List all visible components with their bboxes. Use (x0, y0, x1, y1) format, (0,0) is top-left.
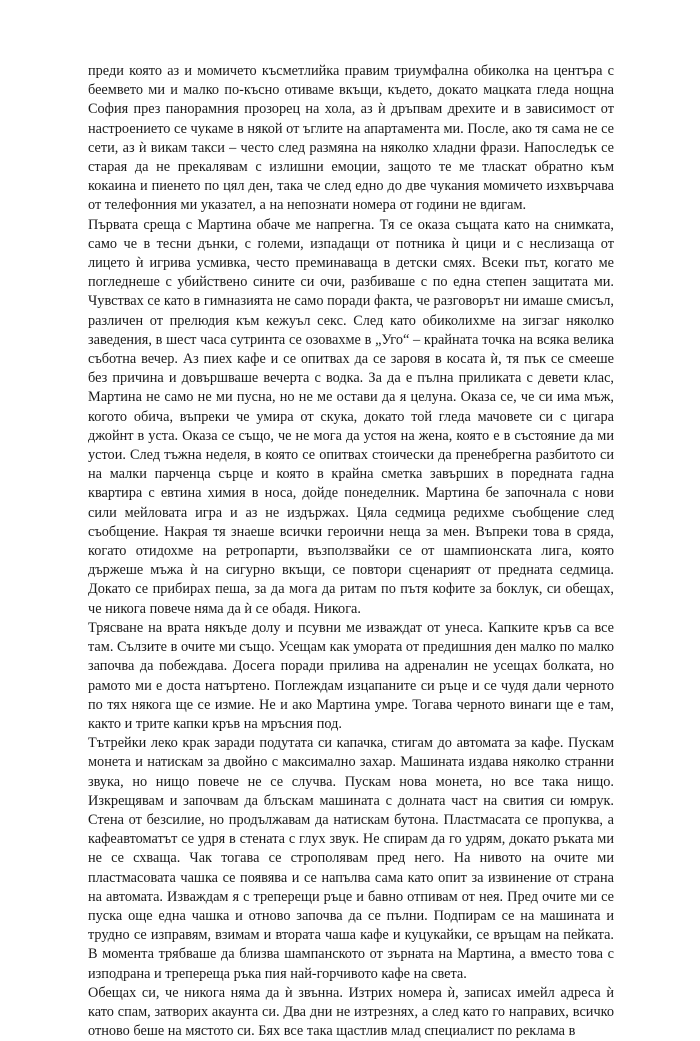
paragraph-4: Тътрейки леко крак заради подутата си капачка, стигам до автомата за кафе. Пускам монета и натискам за двойно с максимално захар. Машината издава няколко странни звука, но нищо повече не се случва. Пускам нова монета, но все така нищо. Изкрещявам и започвам да блъскам машината с долната част на свития си юмрук. Стена от безсилие, но продължавам да натискам бутона. Пластмасата се пропуква, а кафеавтоматът се удря в стената с глух звук. Не спирам да го удрям, докато ръката ми не се схваща. Чак тогава се строполявам пред него. На нивото на очите ми пластмасовата чашка се появява и се напълва сама като опит за извинение от страна на автомата. Изваждам я с треперещи ръце и бавно отпивам от нея. Пред очите ми се пуска още една чашка и отново започва да се пълни. Подпирам се на машината и трудно се изправям, взимам и втората чаша кафе и куцукайки, се връщам на пейката. В момента трябваше да близва шампанското от зърната на Мартина, а вместо това с изподрана и трепереща ръка пия най-горчивото кафе на света. (88, 735, 614, 982)
paragraph-3: Трясване на врата някъде долу и псувни ме изваждат от унеса. Капките кръв са все там. Сълзите в очите ми също. Усещам как умората от предишния ден малко по малко започва да побеждава. Досега поради прилива на адреналин не усещах болката, но рамото ми е доста натъртено. Поглеждам изцапаните си ръце и се чудя дали черното по тях някога ще се измие. Не и ако Мартина умре. Тогава черното винаги ще е там, както и трите капки кръв на мръсния под. (88, 619, 614, 732)
paragraph-2: Първата среща с Мартина обаче ме напрегна. Тя се оказа същата като на снимката, само че в тесни дънки, с големи, изпадащи от потника ѝ цици и с неслизаща от лицето ѝ игрива усмивка, често преминаваща в детски смях. Всеки път, когато ме погледнеше с убийствено сините си очи, разбиваше с по една степен защитата ми. Чувствах се като в гимназията не само поради факта, че разговорът ни имаше смисъл, различен от прелюдия към кежуъл секс. След като обиколихме на зигзаг няколко заведения, в шест часа сутринта се озовахме в „Уго“ – крайната точка на всяка велика съботна вечер. Аз пиех кафе и се опитвах да се заровя в косата ѝ, тя пък се смееше без причина и довършваше вечерта с водка. За да е пълна приликата с девети клас, Мартина не само не ми пусна, но не ме остави да я целуна. Оказа се, че си има мъж, когото обича, въпреки че умира от скука, докато той гледа мачовете си с цигара джойнт в уста. Оказа се също, че не мога да устоя на жена, която е в състояние да ми устои. След тъжна неделя, в която се опитвах стоически да пренебрегна разбитото си на малки парченца сърце и която в крайна сметка завърших в поредната гадна квартира с евтина химия в носа, дойде понеделник. Мартина бе започнала с нови сили мейловата игра и аз не издържах. Цяла седмица редихме съобщение след съобщение. Накрая тя знаеше всички героични неща за мен. Въпреки това в сряда, когато отидохме на ретропарти, възползвайки се от шампионската лига, която държеше мъжа ѝ на сигурно вкъщи, се повтори сценарият от предната седмица. Докато се прибирах пеша, за да мога да ритам по пътя кофите за боклук, си обещах, че никога повече няма да ѝ се обадя. Никога. (88, 216, 614, 617)
paragraph-5: Обещах си, че никога няма да ѝ звънна. Изтрих номера ѝ, записах имейл адреса ѝ като спам, затворих акаунта си. Два дни не изтрезнях, а след като го направих, всичко отново беше на мястото си. Бях все така щастлив млад специалист по реклама в (88, 984, 614, 1040)
paragraph-1: преди която аз и момичето късметлийка правим триумфална обиколка на центъра с беемвето ми и малко по-късно отиваме вкъщи, където, докато мацката гледа нощна София през панорамния прозорец на хола, аз ѝ дръпвам дрехите и в зависимост от настроението се чукаме в някой от ъглите на апартамента ми. После, ако тя сама не се сети, аз ѝ викам такси – често след размяна на няколко хладни фрази. Напоследък се старая да не прекалявам с излишни емоции, защото те ме тласкат обратно към кокаина и пиенето по цял ден, така че след едно до две чукания момичето изхвърчава от телефонния ми указател, а на непознати номера от години не вдигам. (88, 63, 614, 214)
document-page (88, 62, 614, 1041)
